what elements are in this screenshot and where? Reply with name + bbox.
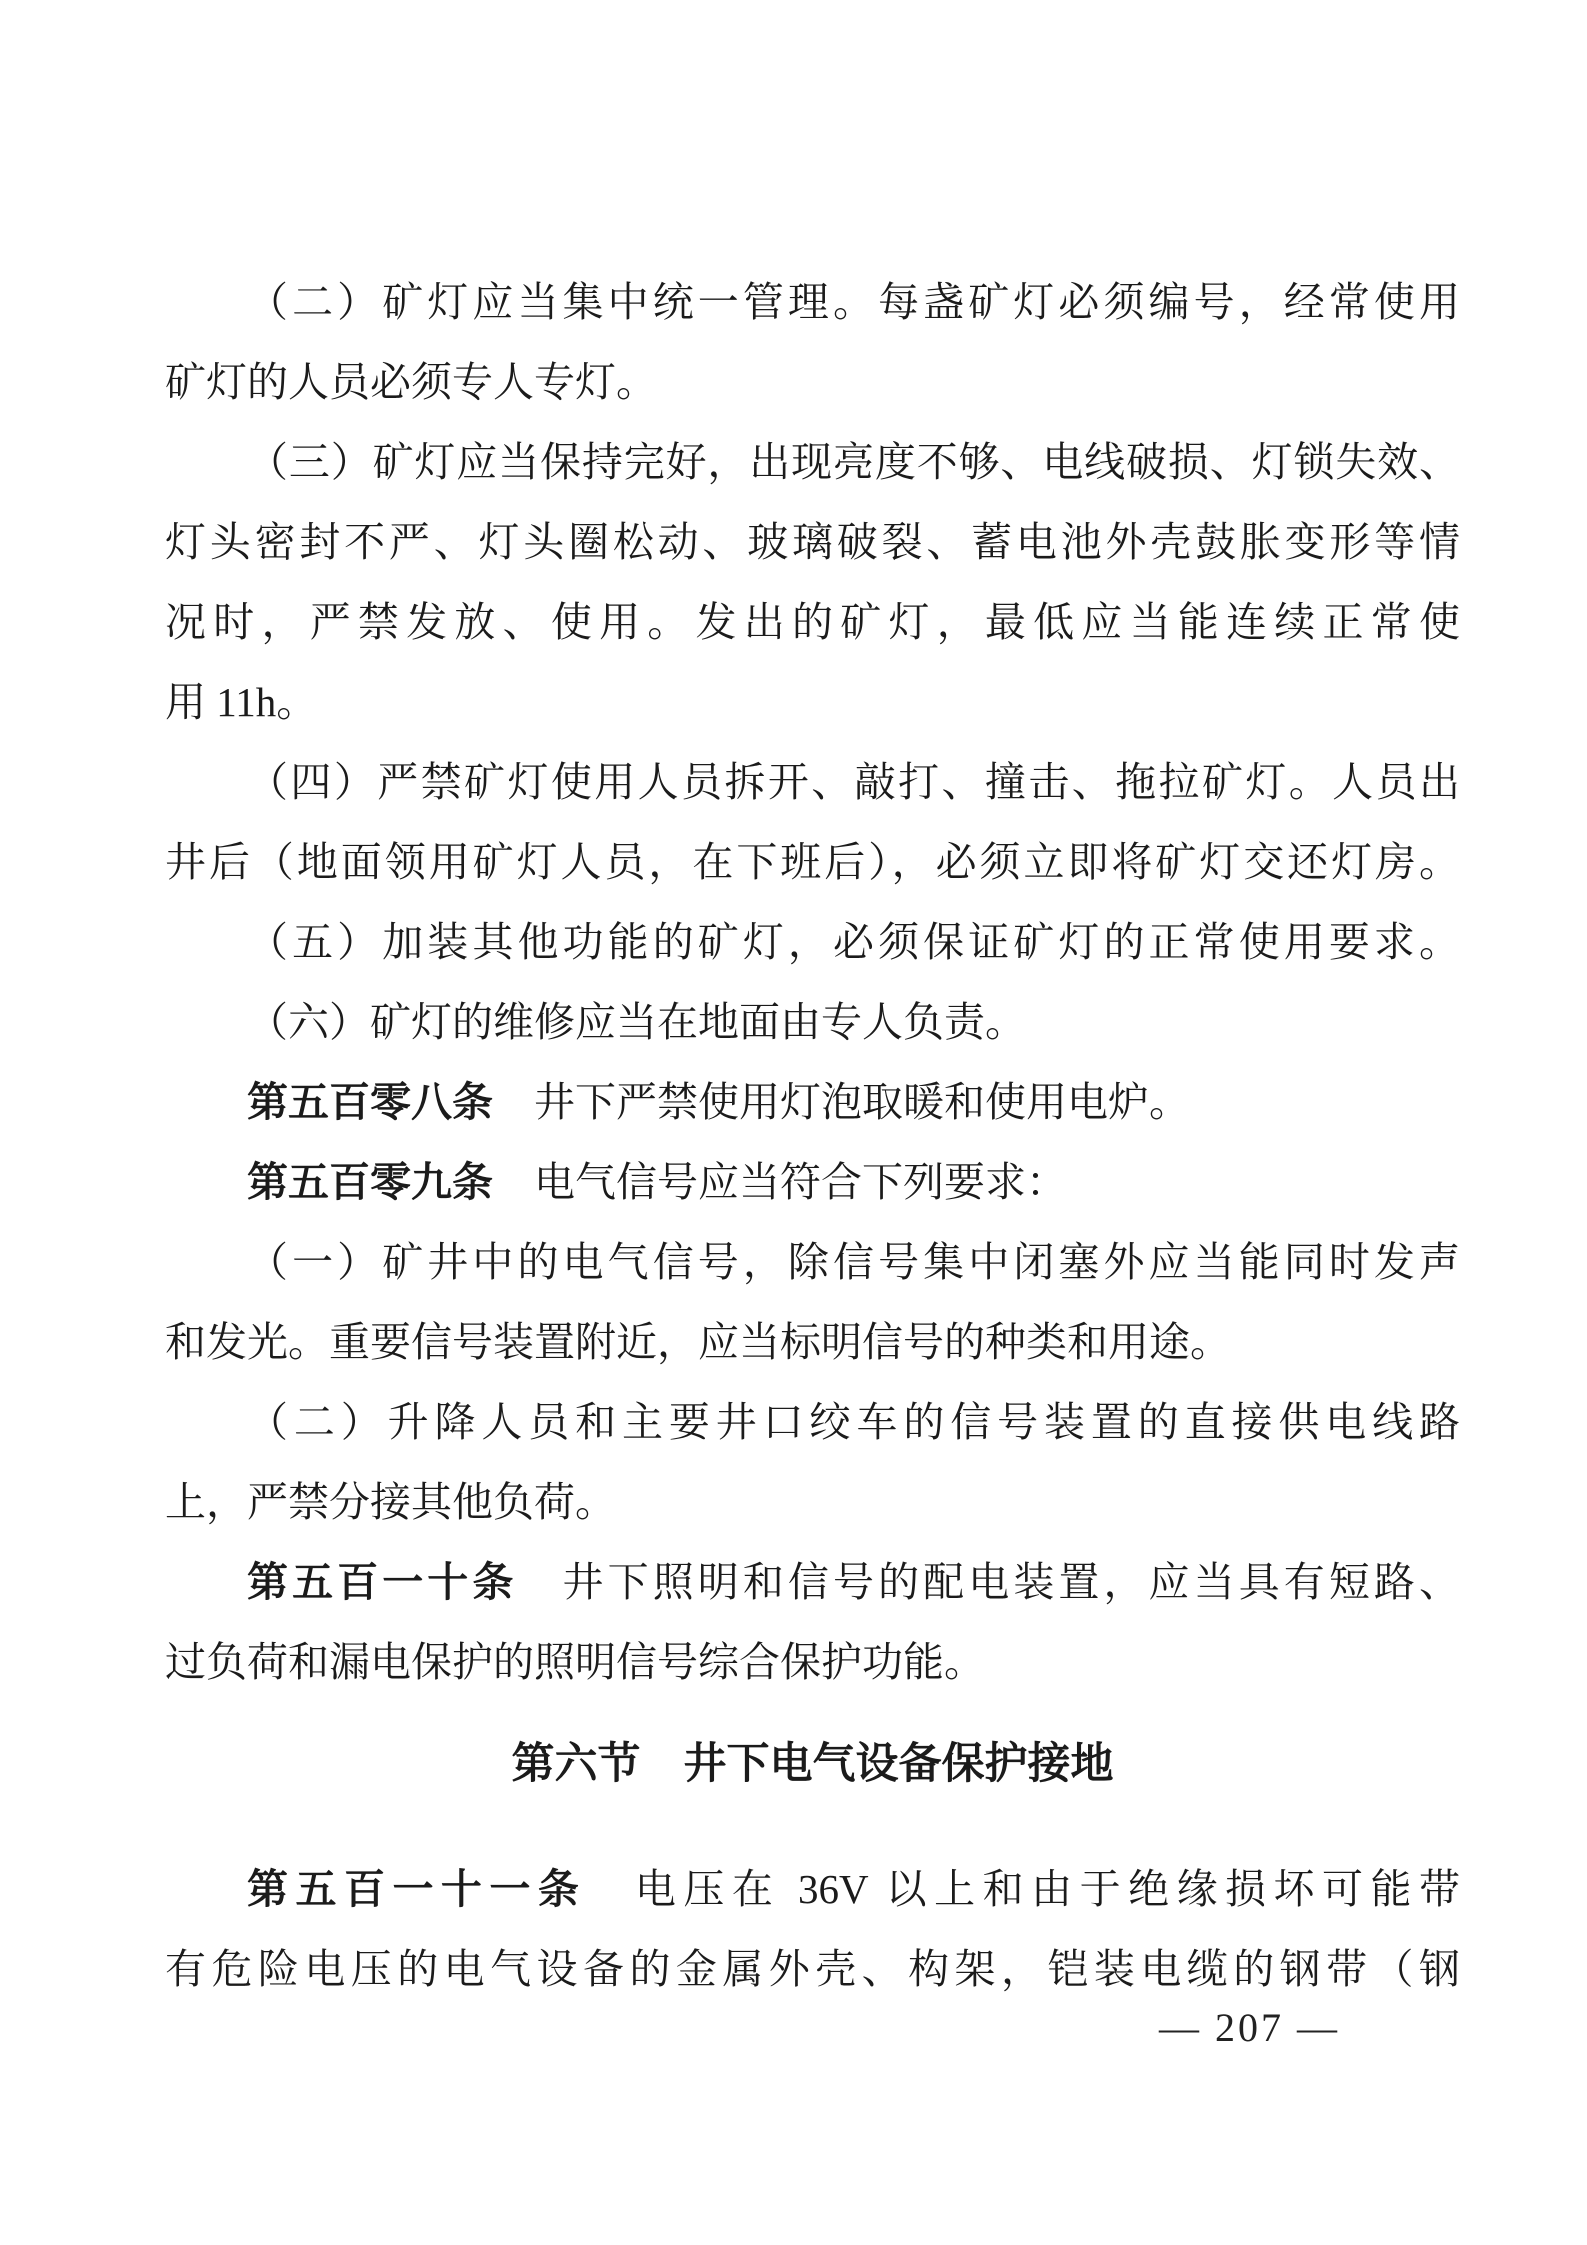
- text-segment: 井下照明和信号的配电装置，应当具有短路、: [517, 1559, 1460, 1605]
- text-line: [165, 342, 1460, 422]
- text-segment: 况时，严禁发放、使用。发出的矿灯，最低应当能连续正常使: [165, 599, 1460, 645]
- text-segment: （三）矿灯应当保持完好，出现亮度不够、电线破损、灯锁失效、: [247, 439, 1460, 485]
- text-segment: （六）矿灯的维修应当在地面由专人负责。: [247, 999, 1026, 1045]
- page-number: — 207 —: [1159, 2005, 1340, 2050]
- text-segment: （一）矿井中的电气信号，除信号集中闭塞外应当能同时发声: [247, 1239, 1460, 1285]
- text-segment: 和发光。重要信号装置附近，应当标明信号的种类和用途。: [165, 1319, 1231, 1365]
- text-segment: 过负荷和漏电保护的照明信号综合保护功能。: [165, 1639, 985, 1685]
- article-number: 第六节 井下电气设备保护接地: [511, 1740, 1114, 1788]
- text-line: [165, 1302, 1460, 1382]
- text-line: [165, 1929, 1460, 2009]
- text-segment: 矿灯的人员必须专人专灯。: [165, 359, 657, 405]
- text-line: [165, 1062, 1460, 1142]
- text-line: [165, 1382, 1460, 1462]
- text-segment: 电气信号应当符合下列要求：: [493, 1159, 1067, 1205]
- text-line: [165, 982, 1460, 1062]
- text-line: [165, 1849, 1460, 1929]
- text-line: [165, 262, 1460, 342]
- article-number: 第五百一十条: [247, 1559, 518, 1605]
- text-segment: 灯头密封不严、灯头圈松动、玻璃破裂、蓄电池外壳鼓胀变形等情: [165, 519, 1460, 565]
- section-heading: [165, 1724, 1460, 1804]
- article-number: 第五百一十一条: [247, 1866, 587, 1912]
- text-line: [165, 1542, 1460, 1622]
- text-line: [165, 1142, 1460, 1222]
- text-line: [165, 662, 1460, 742]
- text-line: [165, 1462, 1460, 1542]
- text-segment: 井后（地面领用矿灯人员，在下班后），必须立即将矿灯交还灯房。: [165, 839, 1460, 885]
- text-segment: 上，严禁分接其他负荷。: [165, 1479, 616, 1525]
- text-segment: 有危险电压的电气设备的金属外壳、构架，铠装电缆的钢带（钢: [165, 1946, 1460, 1992]
- text-line: [165, 502, 1460, 582]
- document-body: [165, 262, 1460, 2009]
- text-line: [165, 1622, 1460, 1702]
- page-footer: [1159, 2000, 1340, 2056]
- text-segment: （二）矿灯应当集中统一管理。每盏矿灯必须编号，经常使用: [247, 279, 1460, 325]
- text-line: [165, 822, 1460, 902]
- text-line: [165, 1222, 1460, 1302]
- text-segment: （四）严禁矿灯使用人员拆开、敲打、撞击、拖拉矿灯。人员出: [247, 759, 1460, 805]
- article-number: 第五百零八条: [247, 1079, 493, 1125]
- text-segment: （二）升降人员和主要井口绞车的信号装置的直接供电线路: [247, 1399, 1460, 1445]
- text-line: [165, 742, 1460, 822]
- text-segment: 用 11h。: [165, 679, 318, 725]
- text-segment: （五）加装其他功能的矿灯，必须保证矿灯的正常使用要求。: [247, 919, 1460, 965]
- article-number: 第五百零九条: [247, 1159, 493, 1205]
- text-segment: 井下严禁使用灯泡取暖和使用电炉。: [493, 1079, 1190, 1125]
- text-line: [165, 422, 1460, 502]
- text-segment: 电压在 36V 以上和由于绝缘损坏可能带: [586, 1866, 1460, 1912]
- text-line: [165, 902, 1460, 982]
- text-line: [165, 582, 1460, 662]
